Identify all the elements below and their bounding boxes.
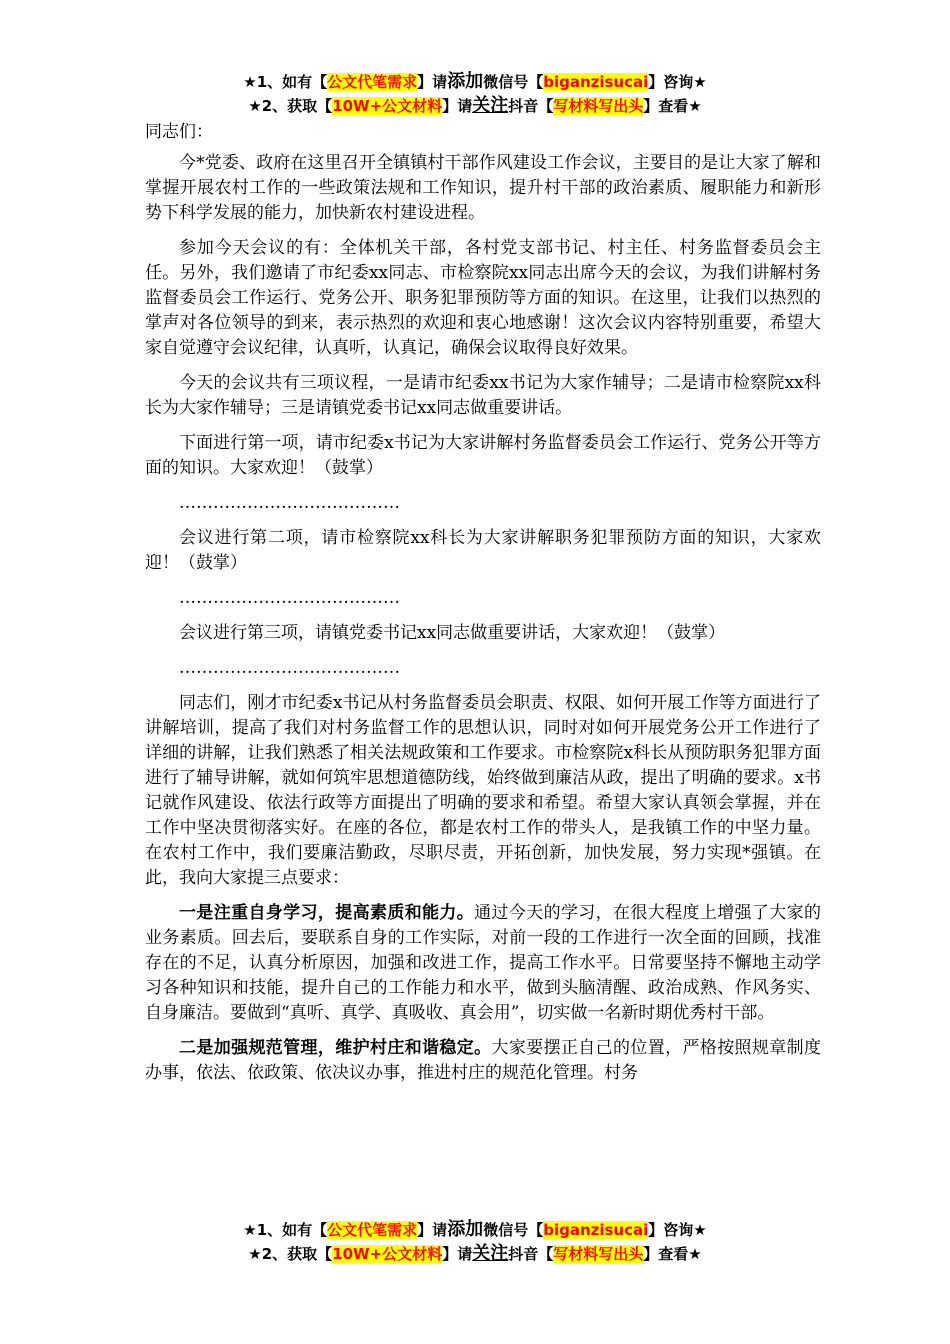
paragraph: 今天的会议共有三项议程，一是请市纪委xx书记为大家作辅导；二是请市检察院xx科长为大家作辅导；三是请镇党委书记xx同志做重要讲话。 (145, 373, 821, 418)
promo-douyin-account: 写材料写出头 (553, 97, 644, 115)
promo-emphasis: 添加 (447, 71, 484, 92)
footer-promo-line-1 (0, 1218, 950, 1242)
header-promo-line-1 (0, 70, 950, 94)
promo-text: 】咨询★ (648, 73, 707, 91)
promo-text: 】请 (417, 73, 448, 91)
promo-highlight: 10W+公文材料 (332, 1245, 443, 1263)
promo-text: ★2、获取【 (248, 97, 333, 115)
header-promo-line-2 (0, 94, 950, 118)
promo-text: ★1、如有【 (243, 1221, 328, 1239)
point-heading: 二是加强规范管理，维护村庄和谐稳定。 (179, 1038, 492, 1058)
promo-emphasis: 关注 (472, 1243, 509, 1264)
paragraph: 下面进行第一项，请市纪委x书记为大家讲解村务监督委员会工作运行、党务公开等方面的知识。大家欢迎！（鼓掌） (145, 433, 821, 478)
promo-text: ★1、如有【 (243, 73, 328, 91)
promo-text: 】咨询★ (648, 1221, 707, 1239)
promo-wechat-id: biganzisucai (543, 1221, 649, 1239)
promo-text: 】请 (442, 1245, 473, 1263)
promo-text: ★2、获取【 (248, 1245, 333, 1263)
ellipsis-divider: ………………………………… (179, 493, 400, 513)
promo-text: 】请 (442, 97, 473, 115)
paragraph: 会议进行第三项，请镇党委书记xx同志做重要讲话，大家欢迎！（鼓掌） (179, 623, 726, 643)
promo-text: 】查看★ (643, 1245, 702, 1263)
promo-text: 抖音【 (508, 97, 554, 115)
promo-emphasis: 关注 (472, 95, 509, 116)
promo-douyin-account: 写材料写出头 (553, 1245, 644, 1263)
paragraph: 同志们，刚才市纪委x书记从村务监督委员会职责、权限、如何开展工作等方面进行了讲解培训，提高了我们对村务监督工作的思想认识，同时对如何开展党务公开工作进行了详细的讲解，让我们熟悉了相关法规政策和工作要求。市检察院x科长从预防职务犯罪方面进行了辅导讲解，就如何筑牢思想道德防线，始终做到廉洁从政，提出了明确的要求。x书记就作风建设、依法行政等方面提出了明确的要求和希望。希望大家认真领会掌握，并在工作中坚决贯彻落实好。在座的各位，都是农村工作的带头人，是我镇工作的中坚力量。在农村工作中，我们要廉洁勤政，尽职尽责，开拓创新，加快发展，努力实现*强镇。在此，我向大家提三点要求： (145, 693, 821, 888)
point-text: 大家要摆正自己的位置，严格按照规章制度办事，依法、依政策、依决议办事，推进村庄的规范化管理。村务 (145, 1038, 821, 1083)
paragraph: 会议进行第二项，请市检察院xx科长为大家讲解职务犯罪预防方面的知识，大家欢迎！（鼓掌） (145, 528, 821, 573)
promo-text: 微信号【 (483, 1221, 544, 1239)
promo-wechat-id: biganzisucai (543, 73, 649, 91)
promo-highlight: 公文代笔需求 (327, 1221, 418, 1239)
ellipsis-divider: ………………………………… (179, 658, 400, 678)
ellipsis-divider: ………………………………… (179, 588, 400, 608)
document-body (145, 120, 821, 1096)
salutation: 同志们： (145, 122, 213, 142)
promo-highlight: 公文代笔需求 (327, 73, 418, 91)
promo-text: 微信号【 (483, 73, 544, 91)
promo-text: 】查看★ (643, 97, 702, 115)
point-text: 通过今天的学习，在很大程度上增强了大家的业务素质。回去后，要联系自身的工作实际，对前一段的工作进行一次全面的回顾，找准存在的不足，认真分析原因，加强和改进工作，提高工作水平。日常要坚持不懈地主动学习各种知识和技能，提升自己的工作能力和水平，做到头脑清醒、政治成熟、作风务实、自身廉洁。要做到“真听、真学、真吸收、真会用”，切实做一名新时期优秀村干部。 (145, 903, 822, 1023)
paragraph (145, 1036, 821, 1086)
promo-text: 抖音【 (508, 1245, 554, 1263)
promo-emphasis: 添加 (447, 1219, 484, 1240)
paragraph: 今*党委、政府在这里召开全镇镇村干部作风建设工作会议，主要目的是让大家了解和掌握开展农村工作的一些政策法规和工作知识，提升村干部的政治素质、履职能力和新形势下科学发展的能力，加快新农村建设进程。 (145, 153, 821, 223)
footer-promo-line-2 (0, 1242, 950, 1266)
paragraph: 参加今天会议的有：全体机关干部，各村党支部书记、村主任、村务监督委员会主任。另外，我们邀请了市纪委xx同志、市检察院xx同志出席今天的会议，为我们讲解村务监督委员会工作运行、党务公开、职务犯罪预防等方面的知识。在这里，让我们以热烈的掌声对各位领导的到来，表示热烈的欢迎和衷心地感谢！这次会议内容特别重要，希望大家自觉遵守会议纪律，认真听，认真记，确保会议取得良好效果。 (145, 238, 821, 358)
promo-text: 】请 (417, 1221, 448, 1239)
paragraph (145, 901, 821, 1026)
point-heading: 一是注重自身学习，提高素质和能力。 (179, 903, 475, 923)
promo-highlight: 10W+公文材料 (332, 97, 443, 115)
